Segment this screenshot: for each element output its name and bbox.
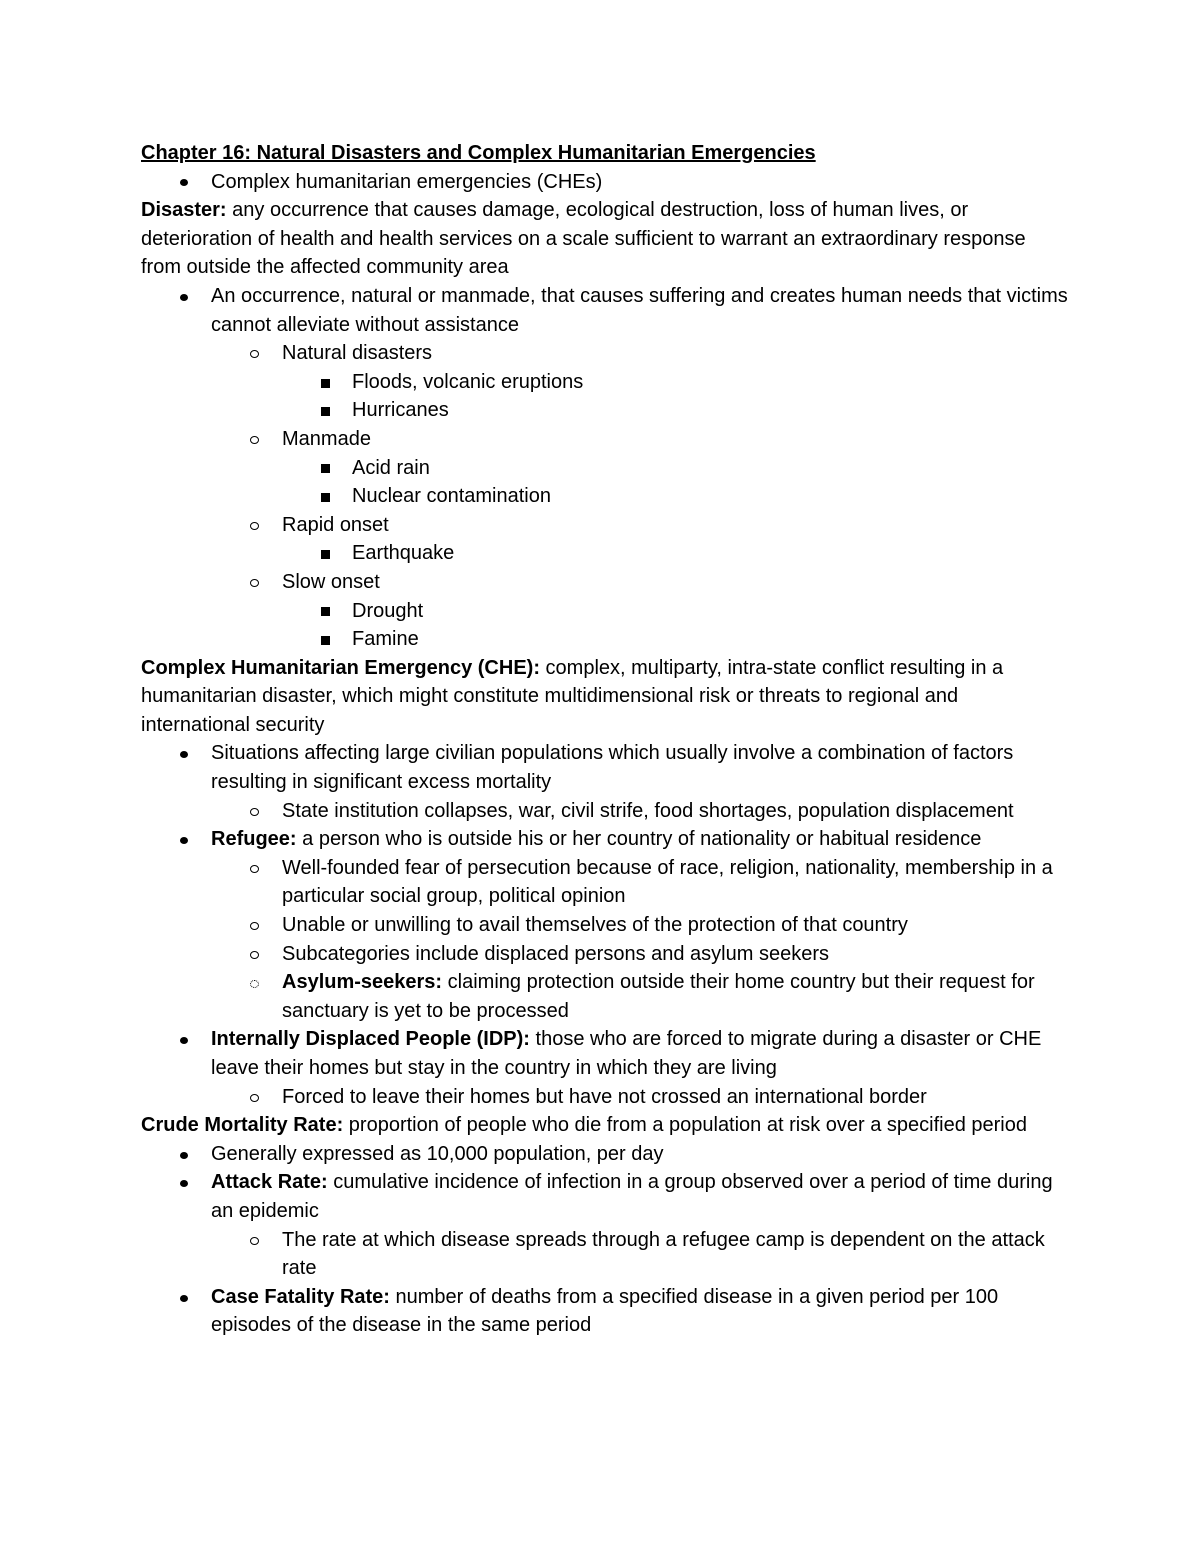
list-item [141, 825, 1071, 854]
hollow-bullet-icon [247, 339, 261, 368]
refugee-sub-text: Subcategories include displaced persons and asylum seekers [282, 942, 829, 965]
idp-sub-text: Forced to leave their homes but have not crossed an international border [282, 1085, 927, 1108]
list-item [141, 425, 1071, 454]
category-label: Slow onset [282, 570, 380, 593]
disaster-definition [141, 196, 1071, 282]
che-term: Complex Humanitarian Emergency (CHE): [141, 656, 540, 679]
che-definition [141, 654, 1071, 740]
refugee-sub-text: Well-founded fear of persecution because of race, religion, nationality, membership in a particular social group, political opinion [282, 856, 1053, 908]
list-item [141, 854, 1071, 911]
hollow-bullet-icon [247, 511, 261, 540]
situations-sub-text: State institution collapses, war, civil strife, food shortages, population displacement [282, 799, 1014, 822]
square-bullet-icon [318, 368, 332, 397]
list-item [141, 597, 1071, 626]
refugee-definition-text: a person who is outside his or her country of nationality or habitual residence [296, 828, 982, 851]
category-label: Natural disasters [282, 342, 433, 365]
bullet-icon [177, 739, 191, 768]
square-bullet-icon [318, 454, 332, 483]
square-bullet-icon [318, 597, 332, 626]
bullet-icon [177, 1168, 191, 1197]
che-definition-text: complex, multiparty, intra-state conflict resulting in a humanitarian disaster, which might constitute multidimensional risk or threats to regional and international security [141, 656, 1004, 736]
hollow-bullet-icon [247, 425, 261, 454]
disaster-bullet-text: An occurrence, natural or manmade, that causes suffering and creates human needs that victims cannot alleviate without assistance [211, 284, 1068, 336]
example-text: Floods, volcanic eruptions [352, 370, 584, 393]
example-text: Famine [352, 628, 419, 651]
list-item [141, 1083, 1071, 1112]
bullet-icon [177, 168, 191, 197]
cfr-term: Case Fatality Rate: [211, 1285, 390, 1308]
disaster-definition-text: any occurrence that causes damage, ecological destruction, loss of human lives, or deterioration of health and health services on a scale sufficient to warrant an extraordinary response from outside the affected community area [141, 199, 1026, 279]
cmr-term: Crude Mortality Rate: [141, 1114, 344, 1137]
cmr-definition [141, 1111, 1071, 1140]
example-text: Drought [352, 599, 424, 622]
refugee-sub-text: Unable or unwilling to avail themselves of the protection of that country [282, 914, 908, 937]
list-item [141, 1226, 1071, 1283]
attack-rate-sub-text: The rate at which disease spreads through a refugee camp is dependent on the attack rate [282, 1228, 1045, 1280]
list-item [141, 282, 1071, 339]
list-item [141, 1283, 1071, 1340]
idp-term: Internally Displaced People (IDP): [211, 1028, 530, 1051]
square-bullet-icon [318, 396, 332, 425]
idp-definition-text: those who are forced to migrate during a disaster or CHE leave their homes but stay in the country in which they are living [211, 1028, 1042, 1079]
situations-text: Situations affecting large civilian populations which usually involve a combination of factors resulting in significant excess mortality [211, 742, 1014, 794]
bullet-icon [177, 1140, 191, 1169]
list-item [141, 339, 1071, 368]
square-bullet-icon [318, 625, 332, 654]
refugee-term: Refugee: [211, 828, 297, 851]
asylum-definition-text: claiming protection outside their home country but their request for sanctuary is yet to be processed [282, 971, 1035, 1022]
list-item [141, 368, 1071, 397]
category-label: Manmade [282, 427, 371, 450]
hollow-bullet-icon [247, 1226, 261, 1255]
list-item [141, 940, 1071, 969]
example-text: Acid rain [352, 456, 430, 479]
category-label: Rapid onset [282, 513, 389, 536]
list-item [141, 511, 1071, 540]
square-bullet-icon [318, 482, 332, 511]
list-item [141, 968, 1071, 1025]
list-item [141, 168, 1071, 197]
cmr-expressed-text: Generally expressed as 10,000 population, per day [211, 1142, 664, 1165]
list-item [141, 396, 1071, 425]
example-text: Hurricanes [352, 399, 449, 422]
list-item [141, 911, 1071, 940]
attack-rate-definition-text: cumulative incidence of infection in a group observed over a period of time during an epidemic [211, 1171, 1053, 1222]
attack-rate-term: Attack Rate: [211, 1171, 328, 1194]
hollow-bullet-icon [247, 854, 261, 883]
hollow-bullet-icon [247, 797, 261, 826]
bullet-icon [177, 825, 191, 854]
square-bullet-icon [318, 539, 332, 568]
cmr-definition-text: proportion of people who die from a population at risk over a specified period [343, 1114, 1027, 1137]
example-text: Earthquake [352, 542, 455, 565]
bullet-icon [177, 1025, 191, 1054]
list-item [141, 797, 1071, 826]
bullet-icon [177, 1283, 191, 1312]
hollow-bullet-icon [247, 1083, 261, 1112]
example-text: Nuclear contamination [352, 485, 551, 508]
dotted-bullet-icon [247, 968, 261, 997]
che-abbrev-text: Complex humanitarian emergencies (CHEs) [211, 170, 603, 193]
asylum-term: Asylum-seekers: [282, 971, 443, 994]
bullet-icon [177, 282, 191, 311]
list-item [141, 568, 1071, 597]
list-item [141, 482, 1071, 511]
chapter-title: Chapter 16: Natural Disasters and Complex Humanitarian Emergencies [141, 142, 816, 164]
document-body [141, 139, 1071, 1340]
hollow-bullet-icon [247, 568, 261, 597]
list-item [141, 539, 1071, 568]
list-item [141, 1025, 1071, 1082]
hollow-bullet-icon [247, 940, 261, 969]
list-item [141, 625, 1071, 654]
list-item [141, 1140, 1071, 1169]
hollow-bullet-icon [247, 911, 261, 940]
list-item [141, 739, 1071, 796]
cfr-definition-text: number of deaths from a specified disease in a given period per 100 episodes of the disease in the same period [211, 1285, 999, 1337]
list-item [141, 1168, 1071, 1225]
disaster-term: Disaster: [141, 199, 227, 222]
list-item [141, 454, 1071, 483]
